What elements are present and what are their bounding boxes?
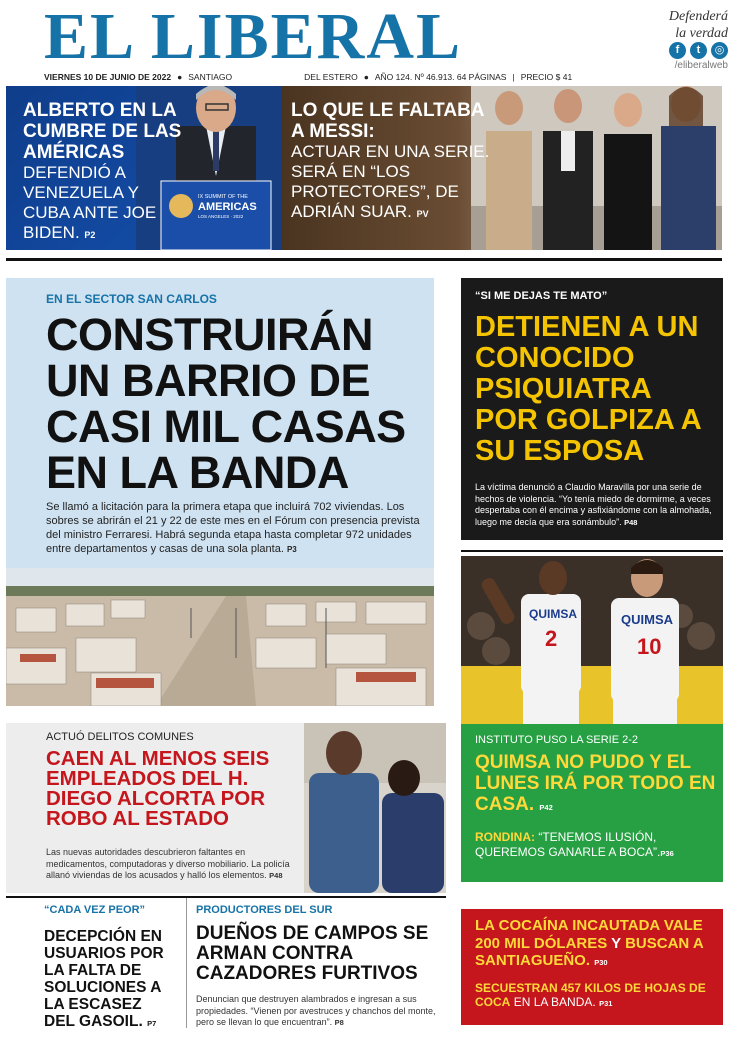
cocaina-story[interactable] bbox=[461, 909, 723, 1025]
messi-story[interactable] bbox=[281, 86, 722, 250]
alcorta-body bbox=[46, 847, 306, 882]
barrio-houses-photo bbox=[6, 568, 434, 706]
gasoil-headline-text: DECEPCIÓN EN USUARIOS POR LA FALTA DE SOLUCIONES A LA ESCASEZ DEL GASOIL. bbox=[44, 928, 164, 1030]
quimsa-headline bbox=[475, 752, 719, 818]
gasoil-kicker: “CADA VEZ PEOR” bbox=[44, 904, 146, 916]
quimsa-story[interactable] bbox=[461, 724, 723, 882]
edition-date: VIERNES 10 DE JUNIO DE 2022 bbox=[44, 72, 172, 82]
page-ref: P42 bbox=[539, 803, 553, 812]
cocaina-headline-c: BUSCAN A SANTIAGUEÑO. bbox=[475, 934, 704, 969]
social-links bbox=[628, 42, 728, 62]
page-ref: P48 bbox=[624, 517, 638, 527]
messi-photo bbox=[471, 86, 722, 250]
psiquiatra-kicker: “SI ME DEJAS TE MATO” bbox=[475, 290, 608, 302]
page-ref: PV bbox=[416, 209, 429, 219]
barrio-body-text: Se llamó a licitación para la primera etapa que incluirá 702 viviendas. Los sobres se abrirán el 21 y 22 de este mes en el Fórum con presencia prevista del ministro Ferraresi. Habrá segunda etapa hasta completar 972 unidades entre departamentos y casas de una sola planta. bbox=[46, 501, 420, 555]
barrio-kicker: EN EL SECTOR SAN CARLOS bbox=[46, 292, 217, 306]
column-divider bbox=[186, 898, 187, 1028]
alberto-text bbox=[23, 100, 183, 245]
alcorta-kicker: ACTUÓ DELITOS COMUNES bbox=[46, 731, 194, 743]
jersey-text: QUIMSA bbox=[529, 607, 577, 621]
dateline: VIERNES 10 DE JUNIO DE 2022 ● SANTIAGO DEL ESTERO ● AÑO 124. Nº 46.913. 64 PÁGINAS | PRECIO $ 41 bbox=[44, 72, 573, 82]
cocaina-headline-b: Y bbox=[611, 934, 621, 952]
page-ref: P2 bbox=[84, 230, 96, 240]
alcorta-story[interactable] bbox=[6, 723, 446, 893]
jersey-number: 2 bbox=[545, 626, 558, 651]
gasoil-headline bbox=[44, 928, 174, 1032]
instagram-icon[interactable]: ◎ bbox=[711, 42, 728, 59]
cazadores-body-text: Denuncian que destruyen alambrados e ingresan a sus propiedades. “Vienen por avestruces y chanchos del monte, pero se llevan lo que encuentran”. bbox=[196, 994, 436, 1027]
messi-text bbox=[291, 100, 501, 224]
jersey-text: QUIMSA bbox=[621, 612, 673, 627]
section-divider bbox=[461, 550, 723, 552]
slogan-line-2: la verdad bbox=[675, 26, 728, 41]
slogan-line-1: Defenderá bbox=[668, 9, 728, 24]
alberto-headline: ALBERTO EN LA CUMBRE DE LAS AMÉRICAS bbox=[23, 100, 182, 163]
podium-line-1: IX SUMMIT OF THE bbox=[198, 194, 248, 200]
section-divider bbox=[6, 258, 722, 261]
page-ref: P7 bbox=[147, 1019, 157, 1028]
page-ref: P3 bbox=[286, 545, 297, 554]
facebook-icon[interactable]: f bbox=[669, 42, 686, 59]
gasoil-story[interactable] bbox=[44, 904, 174, 1032]
quimsa-headline-text: QUIMSA NO PUDO Y EL LUNES IRÁ POR TODO EN CASA. bbox=[475, 752, 716, 815]
arrest-photo bbox=[304, 723, 446, 893]
rondina-quote[interactable] bbox=[475, 830, 719, 861]
edition-city: SANTIAGO bbox=[188, 72, 233, 82]
page-ref: P31 bbox=[599, 999, 613, 1008]
page-ref: P48 bbox=[269, 871, 283, 880]
alberto-story[interactable] bbox=[6, 86, 281, 250]
messi-headline: LO QUE LE FALTABA A MESSI: bbox=[291, 100, 484, 142]
cocaina-sub-rest: EN LA BANDA. bbox=[513, 995, 596, 1009]
alcorta-body-text: Las nuevas autoridades descubrieron faltantes en medicamentos, computadoras y diverso mobiliario. La policía allanó viviendas de los acusados y halló los elementos. bbox=[46, 847, 290, 880]
top-banner bbox=[6, 86, 722, 250]
cocaina-subhead bbox=[475, 981, 719, 1011]
messi-subhead: ACTUAR EN UNA SERIE. SERÁ EN “LOS PROTECTORES”, DE ADRIÁN SUAR. bbox=[291, 142, 490, 221]
edition-city-2: DEL ESTERO bbox=[304, 72, 358, 82]
podium-line-3: LOS ANGELES · 2022 bbox=[198, 214, 244, 219]
cazadores-headline: DUEÑOS DE CAMPOS SE ARMAN CONTRA CAZADORES FURTIVOS bbox=[196, 923, 429, 984]
quimsa-players-photo[interactable] bbox=[461, 556, 723, 724]
alberto-subhead: DEFENDIÓ A VENEZUELA Y CUBA ANTE JOE BIDEN. bbox=[23, 163, 157, 242]
barrio-body bbox=[46, 500, 426, 557]
cazadores-story[interactable] bbox=[196, 904, 446, 1029]
barrio-headline: CONSTRUIRÁN UN BARRIO DE CASI MIL CASAS EN LA BANDA bbox=[46, 309, 406, 498]
psiquiatra-story[interactable] bbox=[461, 278, 723, 540]
newspaper-logo[interactable] bbox=[44, 0, 544, 73]
jersey-number: 10 bbox=[637, 634, 662, 659]
quimsa-kicker: INSTITUTO PUSO LA SERIE 2-2 bbox=[475, 734, 639, 746]
psiquiatra-body bbox=[475, 482, 715, 528]
edition-issue: AÑO 124. Nº 46.913. 64 PÁGINAS bbox=[374, 72, 507, 82]
page-ref: P30 bbox=[594, 958, 608, 967]
quote-speaker: RONDINA: bbox=[475, 830, 535, 844]
edition-price: PRECIO $ 41 bbox=[520, 72, 573, 82]
cocaina-headline bbox=[475, 917, 719, 972]
alcorta-headline: CAEN AL MENOS SEIS EMPLEADOS DEL H. DIEGO ALCORTA POR ROBO AL ESTADO bbox=[46, 747, 270, 830]
cocaina-sub-bold: SECUESTRAN 457 KILOS DE HOJAS DE COCA bbox=[475, 981, 706, 1009]
quote-text: “TENEMOS ILUSIÓN, QUEREMOS GANARLE A BOCA”. bbox=[475, 830, 661, 859]
page-ref: P36 bbox=[660, 849, 674, 858]
logo-text: EL LIBERAL bbox=[44, 0, 462, 73]
page-ref: P8 bbox=[334, 1018, 344, 1027]
psiquiatra-body-text: La víctima denunció a Claudio Maravilla por una serie de hechos de violencia. “Yo tenía miedo de dormirme, a veces despertaba con él encima y asfixiándome con la almohada, luego me decía que era sonámbulo”. bbox=[475, 482, 712, 527]
podium-line-2: AMERICAS bbox=[198, 201, 257, 213]
cazadores-body bbox=[196, 994, 446, 1029]
twitter-icon[interactable]: t bbox=[690, 42, 707, 59]
psiquiatra-headline: DETIENEN A UN CONOCIDO PSIQUIATRA POR GOLPIZA A SU ESPOSA bbox=[475, 311, 701, 467]
cazadores-kicker: PRODUCTORES DEL SUR bbox=[196, 904, 333, 916]
slogan bbox=[608, 8, 728, 42]
barrio-story[interactable] bbox=[6, 278, 434, 706]
social-handle: /eliberalweb bbox=[674, 60, 728, 71]
cocaina-headline-a: LA COCAÍNA INCAUTADA VALE 200 MIL DÓLARES bbox=[475, 917, 703, 952]
section-divider bbox=[6, 896, 446, 898]
